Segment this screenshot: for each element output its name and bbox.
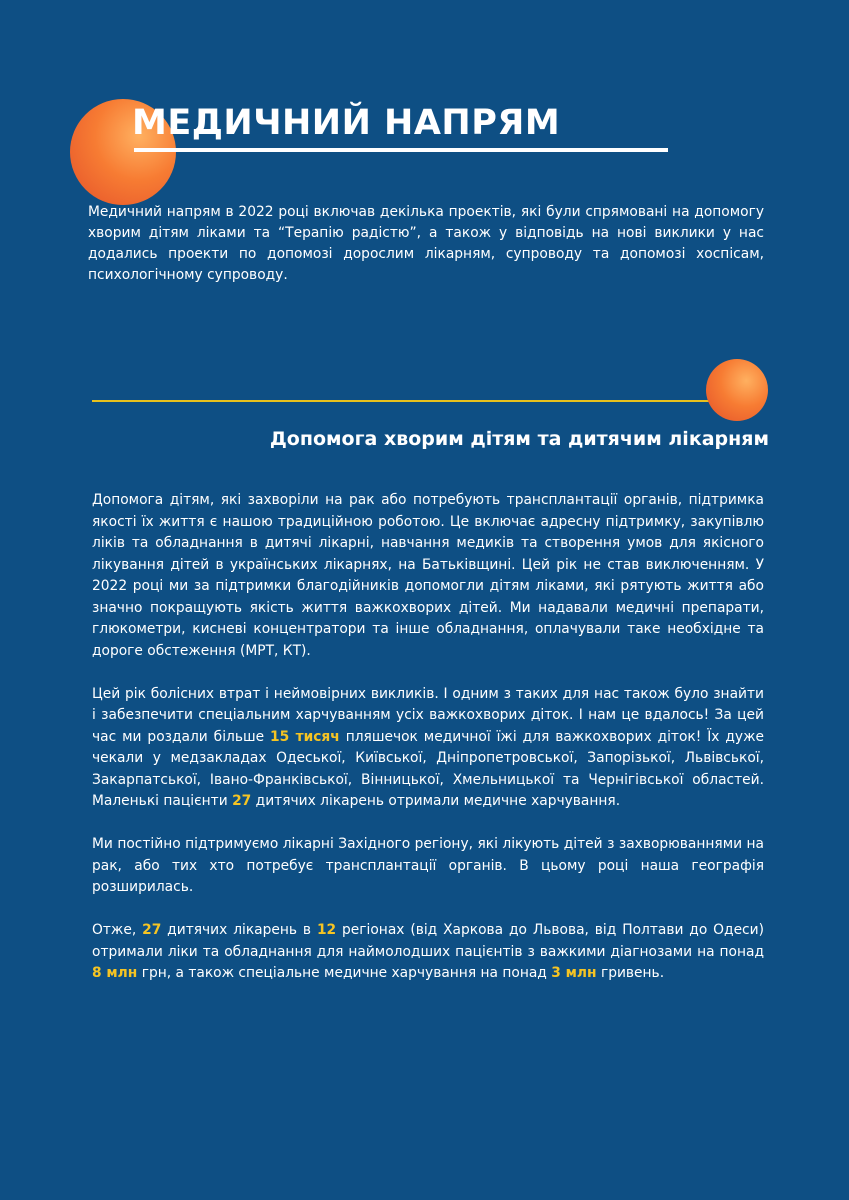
orange-circle-decoration-small	[706, 359, 768, 421]
highlight-number: 12	[316, 922, 337, 938]
paragraph-1: Допомога дітям, які захворіли на рак або потребують трансплантації органів, підтримка якості їх життя є нашою традиційною роботою. Це включає адресну підтримку, закупівлю ліків та обладнання в дитячі лікарні, навчання медиків та створення умов для якісного лікування дітей в українських лікарнях, на Батьківщині. Цей рік не став виключенням. У 2022 році ми за підтримки благодійників допомогли дітям ліками, які рятують життя або значно покращують якість життя важкохворих дітей. Ми надавали медичні препарати, глюкометри, кисневі концентратори та інше обладнання, оплачували таке необхідне та дороге обстеження (МРТ, КТ).	[92, 492, 764, 659]
paragraph-2	[92, 684, 764, 813]
text-run: гривень.	[596, 965, 665, 981]
text-run: грн, а також спеціальне медичне харчування на понад	[137, 965, 552, 981]
highlight-number: 27	[142, 922, 162, 938]
highlight-number: 15 тисяч	[270, 728, 340, 745]
highlight-number: 8 млн	[92, 965, 138, 981]
text-run: Отже,	[92, 922, 143, 938]
page-title: МЕДИЧНИЙ НАПРЯМ	[132, 103, 561, 143]
text-run: Цей рік болісних втрат і неймовірних викликів. І одним з таких для нас також було знайти і забезпечити спеціальним харчуванням усіх важкохворих діток. І нам це вдалось! За цей час ми роздали більше	[92, 685, 764, 745]
highlight-number: 27	[232, 793, 252, 809]
text-run: дитячих лікарень отримали медичне харчування.	[251, 793, 621, 809]
section-title: Допомога хворим дітям та дитячим лікарням	[269, 428, 769, 450]
section-body	[92, 490, 764, 1006]
intro-paragraph: Медичний напрям в 2022 році включав декілька проектів, які були спрямовані на допомогу хворим дітям ліками та “Терапію радістю”, а також у відповідь на нові виклики у нас додались проекти по допомозі дорослим лікарням, супроводу та допомозі хоспісам, психологічному супроводу.	[88, 204, 764, 283]
text-run: дитячих лікарень в	[161, 922, 317, 938]
text-run: регіонах (від Харкова до Львова, від Полтави до Одеси) отримали ліки та обладнання для наймолодших пацієнтів з важкими діагнозами на понад	[92, 922, 764, 960]
paragraph-4	[92, 920, 764, 985]
text-run: пляшечок медичної їжі для важкохворих діток! Їх дуже чекали у медзакладах Одеської, Київської, Дніпропетровської, Запорізької, Львівської, Закарпатської, Івано-Франківської, Вінницької, Хмельницької та Чернігівської областей. Маленькі пацієнти	[92, 728, 765, 809]
highlight-number: 3 млн	[551, 965, 597, 981]
section-divider	[92, 400, 712, 402]
title-underline	[134, 148, 668, 152]
paragraph-3: Ми постійно підтримуємо лікарні Західного регіону, які лікують дітей з захворюваннями на рак, або тих хто потребує трансплантації органів. В цьому році наша географія розширилась.	[92, 836, 764, 895]
